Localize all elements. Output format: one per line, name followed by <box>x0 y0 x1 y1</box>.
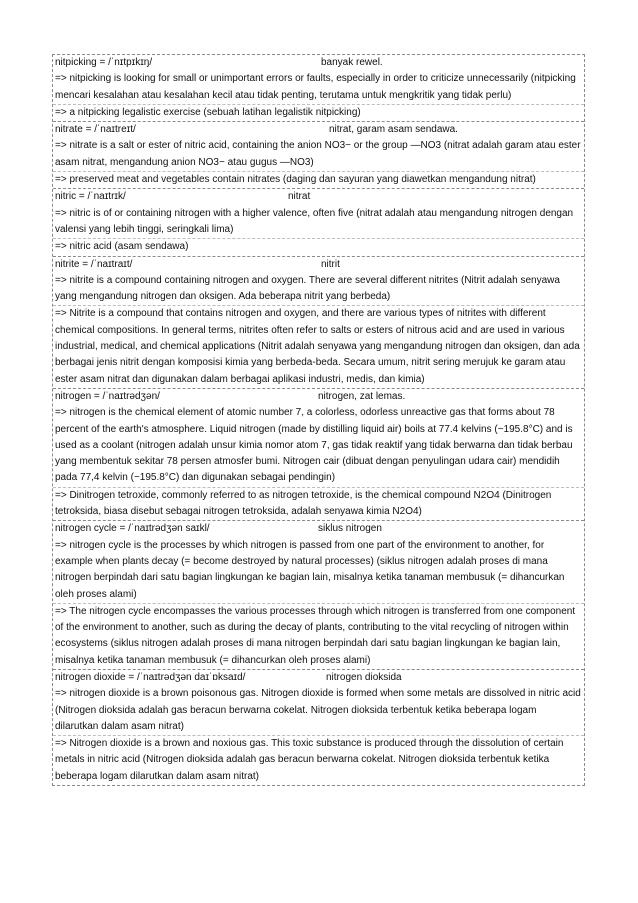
entry-sentence: => Nitrite is a compound that contains nitrogen and oxygen, and there are various types of nitrites with different chemical compositions. In general terms, nitrites often refer to salts or esters of nitrous acid and are used in various industrial, medical, and chemical applications (Nitrit adalah senyawa yang mengandung nitrogen dan oksigen, dan ada berbagai jenis nitrit dengan komposisi kimia yang berbeda-beda. Secara umum, nitrit sering merujuk ke garam atau ester asam nitrat dan digunakan dalam berbagai aplikasi industri, medis, dan kimia) <box>55 308 580 385</box>
entry-sentence: => nitrogen cycle is the processes by which nitrogen is passed from one part of the environment to another, for example when plants decay (= become destroyed by natural processes) (siklus nitrogen adalah proses di mana nitrogen berpindah dari satu bagian lingkungan ke bagian lain, misalnya ketika tanaman membusuk (= dihancurkan oleh proses alami) <box>53 538 584 604</box>
entry-sentence: => preserved meat and vegetables contain nitrates (daging dan sayuran yang diawetkan mengandung nitrat) <box>55 174 536 186</box>
entry-nitrite <box>53 256 584 388</box>
entry-header <box>53 521 584 537</box>
entry-header <box>53 257 584 273</box>
entry-translation: nitrogen, zat lemas. <box>318 390 406 402</box>
entry-nitrate <box>53 121 584 188</box>
entry-sentence: => The nitrogen cycle encompasses the various processes through which nitrogen is transferred from one component of the environment to another, such as during the decay of plants, contributing to the vital recycling of nitrogen within ecosystems (siklus nitrogen adalah proses di mana nitrogen berpindah dari satu bagian lingkungan ke bagian lain, misalnya ketika tanaman membusuk (= dihancurkan oleh proses alami) <box>55 605 576 666</box>
entry-nitrogen-dioxide <box>53 669 584 785</box>
entry-translation: nitrat <box>288 191 311 203</box>
entry-sentence: => nitrate is a salt or ester of nitric acid, containing the anion NO3− or the group —NO3 (nitrat adalah garam atau ester asam nitrat, mengandung anion NO3− atau gugus —NO3) <box>53 138 584 172</box>
entry-sentence: => a nitpicking legalistic exercise (sebuah latihan legalistik nitpicking) <box>55 106 361 118</box>
entry-word: nitpicking = /ˈnɪtpɪkɪŋ/ <box>55 57 153 68</box>
entry-word: nitrite = /ˈnaɪtraɪt/ <box>55 258 133 270</box>
entry-translation: siklus nitrogen <box>318 523 382 535</box>
entry-nitrogen-cycle <box>53 520 584 669</box>
entry-translation: nitrit <box>321 258 340 270</box>
entry-header <box>53 670 584 686</box>
entry-nitrogen <box>53 388 584 520</box>
entry-header <box>53 389 584 405</box>
entry-nitric <box>53 188 584 255</box>
entry-sentence: => nitric acid (asam sendawa) <box>55 241 189 253</box>
entry-word: nitrate = /ˈnaɪtreɪt/ <box>55 124 136 136</box>
entry-sentence: => nitrogen is the chemical element of atomic number 7, a colorless, odorless unreactive gas that forms about 78 percent of the earth's atmosphere. Liquid nitrogen (made by distilling liquid air) boils at 77.4 kelvins (−195.8°C) and is used as a coolant (nitrogen adalah unsur kimia nomor atom 7, gas tidak reaktif yang tidak berwarna dan tidak berbau yang membentuk sekitar 78 persen atmosfer bumi. Nitrogen cair (dibuat dengan penyulingan udara cair) mendidih pada 77,4 kelvin (−195.8°C) dan digunakan sebagai pendingin) <box>53 405 584 487</box>
entry-word: nitrogen dioxide = /ˈnaɪtrədʒən daɪˈɒksaɪd/ <box>55 671 246 683</box>
entry-translation: nitrogen dioksida <box>326 671 402 683</box>
entry-sentence: => nitrogen dioxide is a brown poisonous gas. Nitrogen dioxide is formed when some metals are dissolved in nitric acid (Nitrogen dioksida adalah gas beracun berwarna cokelat. Nitrogen dioksida terbentuk ketika beberapa logam dilarutkan dalam asam nitrat) <box>53 686 584 736</box>
entry-word: nitric = /ˈnaɪtrɪk/ <box>55 191 126 203</box>
entry-header <box>53 55 584 71</box>
entry-sentence: => nitric is of or containing nitrogen with a higher valence, often five (nitrat adalah atau mengandung nitrogen dengan valensi yang lebih tinggi, seringkali lima) <box>53 206 584 240</box>
entry-header <box>53 189 584 205</box>
entry-nitpicking <box>53 55 584 121</box>
entry-word: nitrogen = /ˈnaɪtrədʒən/ <box>55 390 160 402</box>
dictionary-entries <box>52 54 585 786</box>
entry-sentence: => nitpicking is looking for small or unimportant errors or faults, especially in order to criticize unnecessarily (nitpicking mencari kesalahan atau kesalahan kecil atau tidak penting, terutama untuk mengkritik yang tidak perlu) <box>53 71 584 105</box>
entry-sentence: => Nitrogen dioxide is a brown and noxious gas. This toxic substance is produced through the dissolution of certain metals in nitric acid (Nitrogen dioksida adalah gas beracun berwarna cokelat. Nitrogen dioksida terbentuk ketika beberapa logam dilarutkan dalam asam nitrat) <box>55 738 564 782</box>
entry-sentence: => Dinitrogen tetroxide, commonly referred to as nitrogen tetroxide, is the chemical compound N2O4 (Dinitrogen tetroksida, biasa disebut sebagai nitrogen tetroksida, adalah senyawa kimia N2O4) <box>55 489 552 518</box>
entry-header <box>53 122 584 138</box>
entry-translation: nitrat, garam asam sendawa. <box>329 124 458 136</box>
entry-translation: banyak rewel. <box>321 57 383 68</box>
entry-sentence: => nitrite is a compound containing nitrogen and oxygen. There are several different nitrites (Nitrit adalah senyawa yang mengandung nitrogen dan oksigen. Ada beberapa nitrit yang berbeda) <box>53 273 584 307</box>
entry-word: nitrogen cycle = /ˈnaɪtrədʒən saɪkl/ <box>55 523 210 535</box>
